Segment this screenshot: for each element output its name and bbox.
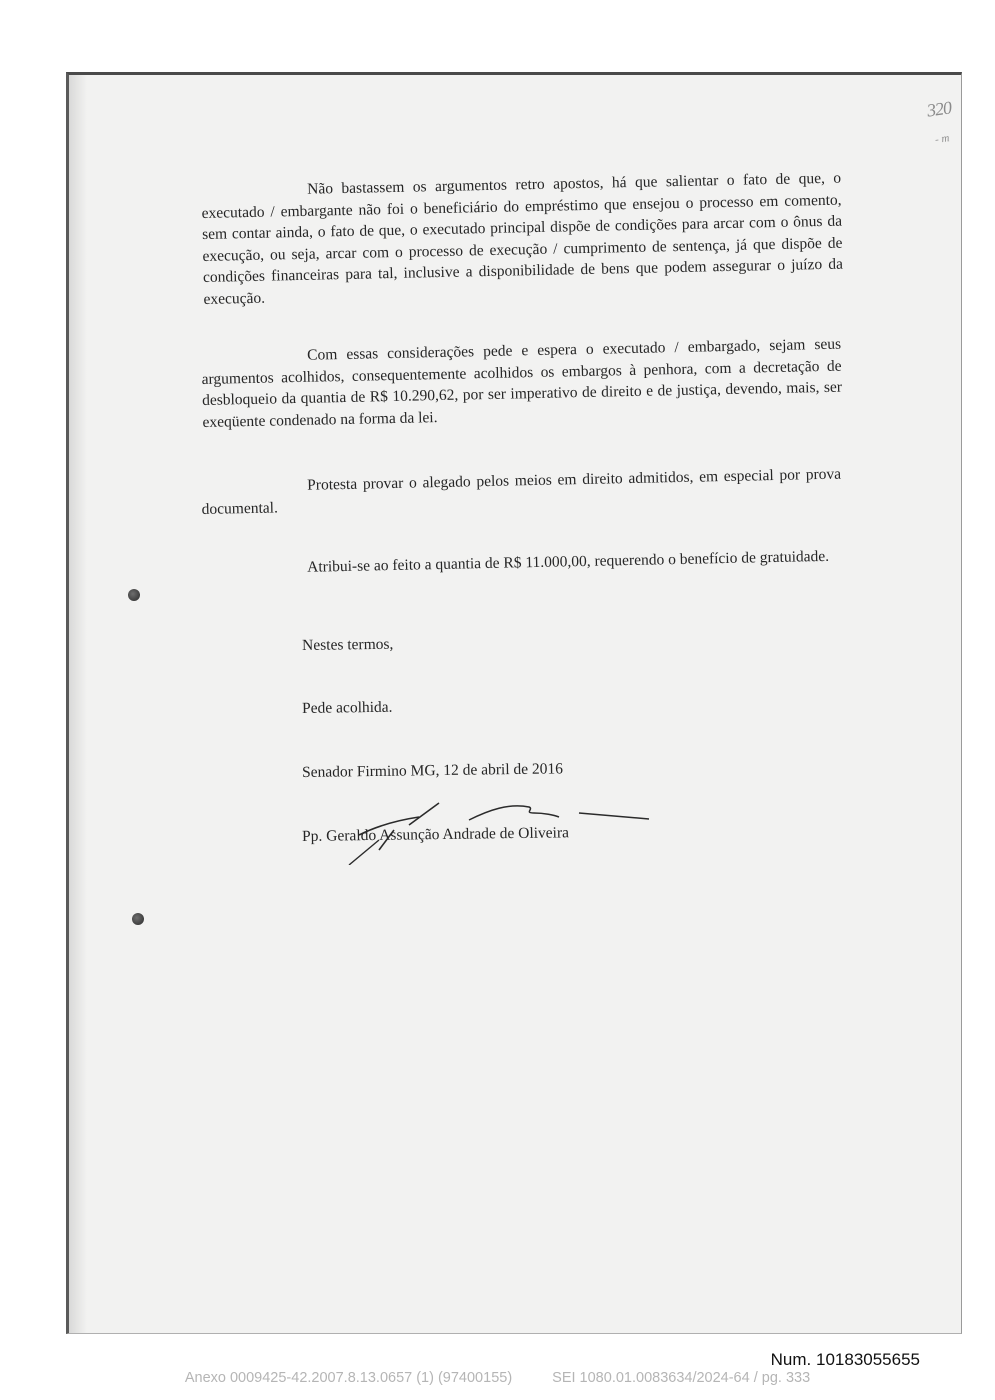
paragraph: Não bastassem os argumentos retro apostos, há que salientar o fato de que, o executado / embargante não foi o beneficiário do empréstimo que ensejou o processo em comento, sem contar ainda, o fato de que, o executado principal dispõe de condições para arcar com o ônus da execução, ou seja, arcar com o processo de execução / cumprimento de sentença, já que dispõe de condições financeiras para tal, inclusive a disponibilidade de bens que podem assegurar o juízo da execução.	[201, 169, 844, 308]
page-number-stamp: 320	[925, 97, 953, 121]
punch-hole	[128, 589, 140, 601]
document-number: Num. 10183055655	[770, 1350, 920, 1369]
paragraph: Atribui-se ao feito a quantia de R$ 11.000,00, requerendo o benefício de gratuidade.	[307, 547, 830, 576]
paragraph: Com essas considerações pede e espera o executado / embargado, sejam seus argumentos acolhidos, consequentemente acolhidos os embargos à penhora, com a decretação de desbloqueio da quantia de R$ 10.290,62, por ser imperativo de direito e de justiça, devendo, mais, ser exeqüente condenado na forma da lei.	[201, 335, 843, 431]
scanned-page	[66, 72, 962, 1334]
sei-reference: SEI 1080.01.0083634/2024-64 / pg. 333	[552, 1370, 811, 1386]
handwritten-signature	[319, 795, 679, 865]
paragraph: Protesta provar o alegado pelos meios em direito admitidos, em especial por prova documental.	[201, 465, 842, 518]
annex-reference: Anexo 0009425-42.2007.8.13.0657 (1) (97400155)	[184, 1370, 513, 1386]
place-date: Senador Firmino MG, 12 de abril de 2016	[302, 760, 564, 781]
closing-line: Nestes termos,	[302, 635, 394, 654]
stamp-initials: - m	[933, 132, 950, 146]
footer-metadata	[0, 1370, 995, 1386]
punch-hole	[132, 913, 144, 925]
request-line: Pede acolhida.	[302, 698, 393, 717]
signatory-name: Pp. Geraldo Assunção Andrade de Oliveira	[302, 824, 570, 845]
